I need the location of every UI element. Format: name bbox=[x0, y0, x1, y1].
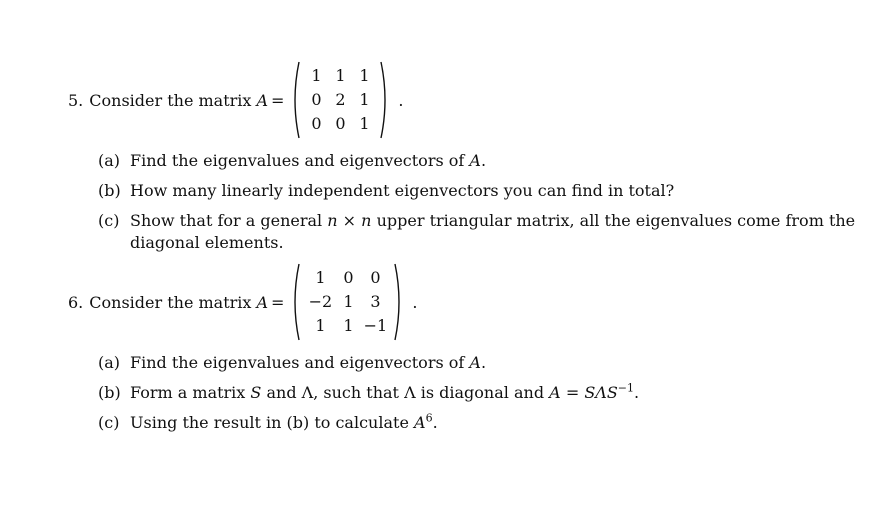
variable: Λ bbox=[404, 383, 416, 402]
part-a bbox=[98, 352, 870, 374]
right-paren-icon bbox=[394, 262, 404, 342]
problem-6-period: . bbox=[412, 292, 418, 312]
problem-6-equals: = bbox=[271, 292, 285, 312]
part-c bbox=[98, 412, 870, 434]
part-label: (c) bbox=[98, 413, 120, 432]
problem-5-number: 5. bbox=[68, 90, 84, 110]
problem-5-statement bbox=[68, 60, 870, 140]
matrix-cell: 1 bbox=[335, 66, 346, 85]
part-label: (b) bbox=[98, 181, 121, 200]
part-text bbox=[130, 150, 870, 172]
part-text bbox=[130, 210, 870, 254]
matrix-cell: 3 bbox=[370, 292, 381, 311]
matrix-cell: 1 bbox=[311, 66, 322, 85]
variable: A bbox=[414, 413, 426, 432]
text-segment: Show that for a general bbox=[130, 211, 323, 230]
problem-6-matrix bbox=[290, 262, 404, 342]
text-segment: Form a matrix bbox=[130, 383, 246, 402]
problem-5-intro: Consider the matrix bbox=[89, 90, 252, 110]
problem-5-matrix-entries bbox=[300, 60, 380, 140]
variable: A bbox=[469, 353, 481, 372]
text-segment: upper triangular matrix, all the eigenvalues come from the diagonal elements. bbox=[130, 211, 856, 252]
part-text: How many linearly independent eigenvectors you can find in total? bbox=[130, 181, 675, 200]
matrix-cell: 1 bbox=[315, 268, 326, 287]
problem-6-statement bbox=[68, 262, 870, 342]
problem-5-equals: = bbox=[271, 90, 285, 110]
text-end: . bbox=[432, 413, 438, 432]
matrix-cell: 1 bbox=[343, 316, 354, 335]
part-a bbox=[98, 150, 870, 172]
matrix-cell: 0 bbox=[343, 268, 354, 287]
variable: Λ bbox=[301, 383, 314, 402]
variable: A bbox=[549, 383, 561, 402]
part-label: (b) bbox=[98, 383, 121, 402]
superscript: −1 bbox=[617, 381, 635, 395]
variable: A bbox=[469, 151, 481, 170]
problem-5 bbox=[68, 60, 870, 262]
text-end: . bbox=[634, 383, 640, 402]
part-text bbox=[130, 412, 870, 434]
variable: n bbox=[361, 211, 372, 230]
matrix-cell: 1 bbox=[359, 90, 370, 109]
right-paren-icon bbox=[380, 60, 390, 140]
variable: S bbox=[250, 383, 262, 402]
matrix-cell: 1 bbox=[343, 292, 354, 311]
text-segment: Find the eigenvalues and eigenvectors of bbox=[130, 151, 465, 170]
text-end: . bbox=[480, 353, 487, 372]
variable: n bbox=[327, 211, 338, 230]
problem-6 bbox=[68, 262, 870, 442]
variable: SΛS bbox=[584, 383, 618, 402]
left-paren-icon bbox=[290, 60, 300, 140]
text-segment: Using the result in (b) to calculate bbox=[130, 413, 409, 432]
part-label: (c) bbox=[98, 211, 120, 230]
text-segment: , such that bbox=[313, 383, 399, 402]
matrix-cell: 0 bbox=[311, 114, 322, 133]
problem-6-number: 6. bbox=[68, 292, 84, 312]
text-end: . bbox=[480, 151, 487, 170]
problem-5-parts bbox=[98, 150, 870, 254]
matrix-cell: 0 bbox=[311, 90, 322, 109]
equals-sign: = bbox=[565, 383, 580, 402]
left-paren-icon bbox=[290, 262, 300, 342]
part-b bbox=[98, 382, 870, 404]
times-symbol: × bbox=[342, 211, 357, 230]
matrix-cell: −1 bbox=[363, 316, 388, 335]
part-c bbox=[98, 210, 870, 254]
text-segment: is diagonal and bbox=[420, 383, 545, 402]
matrix-cell: 0 bbox=[370, 268, 381, 287]
text-segment: and bbox=[266, 383, 297, 402]
problem-6-parts bbox=[98, 352, 870, 434]
superscript: 6 bbox=[425, 411, 433, 425]
problem-5-matrix bbox=[290, 60, 390, 140]
problem-5-period: . bbox=[398, 90, 404, 110]
text-segment: Find the eigenvalues and eigenvectors of bbox=[130, 353, 465, 372]
part-label: (a) bbox=[98, 151, 121, 170]
matrix-cell: 1 bbox=[315, 316, 326, 335]
matrix-cell: 1 bbox=[359, 66, 370, 85]
matrix-cell: 2 bbox=[335, 90, 346, 109]
matrix-cell: 1 bbox=[359, 114, 370, 133]
part-text bbox=[130, 352, 870, 374]
problem-6-matrix-name: A bbox=[256, 292, 268, 312]
problem-6-matrix-entries bbox=[300, 262, 394, 342]
part-label: (a) bbox=[98, 353, 121, 372]
problem-6-intro: Consider the matrix bbox=[89, 292, 252, 312]
problem-5-matrix-name: A bbox=[256, 90, 268, 110]
part-text bbox=[130, 382, 870, 404]
part-b bbox=[98, 180, 870, 202]
matrix-cell: 0 bbox=[335, 114, 346, 133]
matrix-cell: −2 bbox=[308, 292, 333, 311]
